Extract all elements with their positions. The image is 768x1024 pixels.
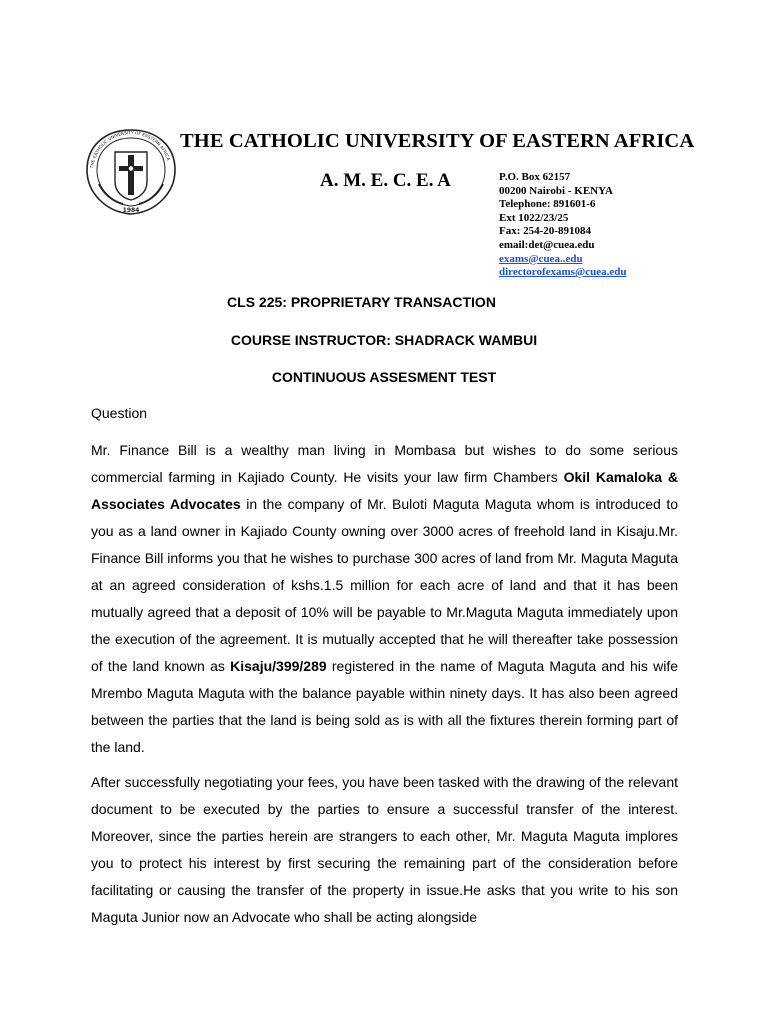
university-seal-logo — [79, 126, 183, 218]
contact-city: 00200 Nairobi - KENYA — [499, 184, 613, 197]
course-code-title: CLS 225: PROPRIETARY TRANSACTION — [227, 294, 496, 310]
course-instructor: COURSE INSTRUCTOR: SHADRACK WAMBUI — [230, 332, 538, 348]
question-paragraph-2: After successfully negotiating your fees, you have been tasked with the drawing of the relevant document to be executed by the parties to ensure a successful transfer of the interest. Moreover, since the parties herein are strangers to each other, Mr. Maguta Maguta implores you to protect his interest by first securing the remaining part of the consideration before facilitating or causing the transfer of the property in issue.He asks that you write to his son Maguta Junior now an Advocate who shall be acting alongside — [91, 774, 678, 925]
contact-po-box: P.O. Box 62157 — [499, 171, 571, 183]
university-name: THE CATHOLIC UNIVERSITY OF EASTERN AFRICA — [180, 130, 695, 152]
land-reference: Kisaju/399/289 — [230, 658, 327, 674]
contact-fax: Fax: 254-20-891084 — [499, 225, 591, 238]
contact-telephone: Telephone: 891601-6 — [499, 198, 596, 211]
p1-text-b: in the company of Mr. Buloti Maguta Maguta whom is introduced to you as a land owner in Kajiado County owning over 3000 acres of freehold land in Kisaju.Mr. Finance Bill informs you that he wishes to purchase 300 acres of land from Mr. Maguta Maguta at an agreed consideration of kshs.1.5 million for each acre of land and that it has been mutually agreed that a deposit of 10% will be payable to Mr.Maguta Maguta immediately upon the execution of the agreement. It is mutually accepted that he will thereafter take possession of the land known as — [91, 496, 678, 674]
firm-name: Okil Kamaloka & Associates Advocates — [91, 469, 678, 512]
p1-text-a: Mr. Finance Bill is a wealthy man living in Mombasa but wishes to do some serious commercial farming in Kajiado County. He visits your law firm Chambers — [91, 442, 678, 485]
director-email-link[interactable]: directorofexams@cuea.edu — [499, 266, 627, 279]
seal-year: 1984 — [122, 207, 140, 214]
exams-email-link[interactable]: exams@cuea..edu — [499, 252, 583, 265]
amecea-title: A. M. E. C. E. A — [320, 170, 451, 191]
p1-text-c: registered in the name of Maguta Maguta and his wife Mrembo Maguta Maguta with the balance payable within ninety days. It has also been agreed between the parties that the land is being sold as is with all the fixtures therein forming part of the land. — [91, 658, 679, 755]
question-label: Question — [91, 405, 148, 421]
test-title: CONTINUOUS ASSESMENT TEST — [271, 369, 497, 385]
contact-email: email:det@cuea.edu — [499, 238, 595, 251]
contact-ext: Ext 1022/23/25 — [499, 211, 569, 224]
seal-text: THE CATHOLIC UNIVERSITY OF EASTERN AFRICA — [90, 130, 171, 169]
contact-block — [499, 171, 626, 280]
question-paragraph-1 — [91, 437, 678, 761]
